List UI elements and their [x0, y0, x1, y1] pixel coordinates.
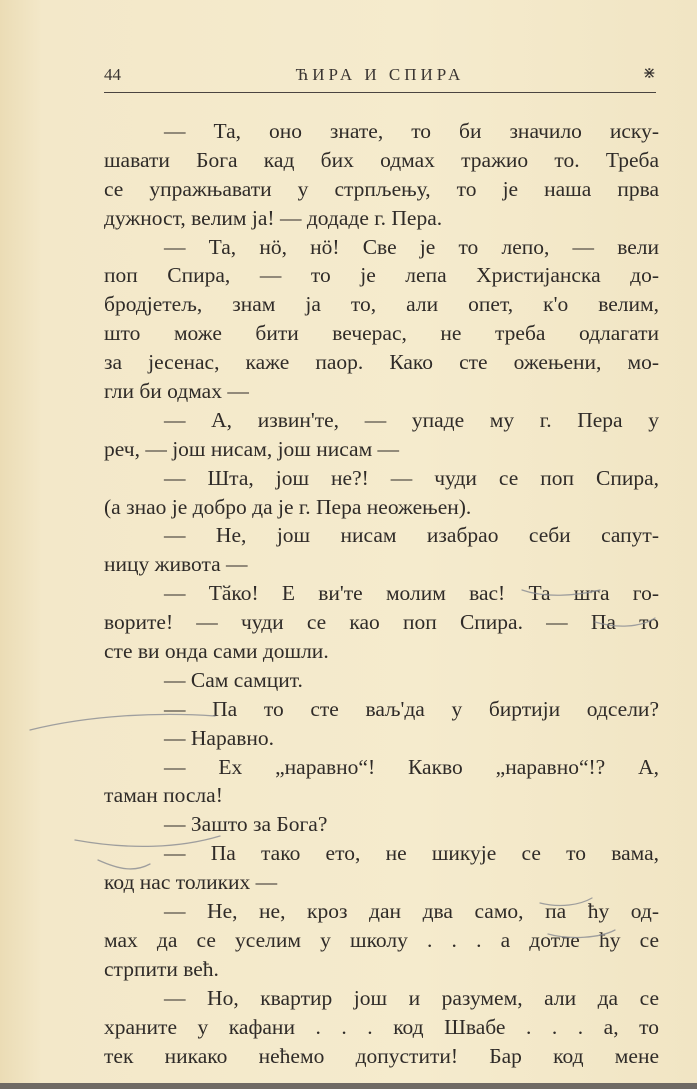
text-line: стрпити већ.: [104, 956, 219, 981]
page-header: [104, 62, 656, 92]
text-line: се упражњавати у стрпљењу, то је наша прва: [104, 176, 659, 201]
text-line: храните у кафани . . . код Швабе . . . а, то: [104, 1014, 659, 1039]
text-line: — Сам самцит.: [164, 667, 303, 692]
text-line: дужност, велим ја! — додаде г. Пера.: [104, 205, 443, 230]
header-rule: [104, 92, 656, 93]
text-line: — Ех „наравно“! Какво „наравно“!? А,: [164, 754, 659, 779]
text-line: — А, извин'те, — упаде му г. Пера у: [164, 407, 659, 432]
text-line: — Шта, још не?! — чуди се поп Спира,: [164, 465, 659, 490]
running-title: ЋИРА И СПИРА: [295, 65, 465, 84]
text-line: — Тӑко! Е ви'те молим вас! Та шта го-: [164, 581, 659, 606]
body-text: [104, 117, 659, 1070]
page-number: 44: [104, 65, 121, 84]
text-line: бродјетељ, знам ја то, али опет, к'о велим,: [104, 292, 659, 317]
text-line: за јесенас, каже паор. Како сте ожењени, мо-: [104, 350, 659, 375]
text-line: (а знао је добро да је г. Пера неожењен).: [104, 494, 472, 519]
ornament-icon: ⋇: [642, 65, 656, 82]
text-line: реч, — још нисам, још нисам —: [104, 436, 400, 461]
text-line: мах да се уселим у школу . . . а дотле ћу се: [104, 927, 659, 952]
text-line: — Па тако ето, не шикује се то вама,: [164, 841, 659, 866]
page-bottom-edge: [0, 1083, 697, 1089]
text-line: ницу живота —: [104, 552, 248, 577]
text-line: сте ви онда сами дошли.: [104, 639, 329, 664]
text-line: гли би одмах —: [104, 379, 249, 404]
text-line: поп Спира, — то је лепа Христијанска до-: [104, 263, 659, 288]
text-line: — Та, нӧ, нӧ! Све је то лепо, — вели: [164, 234, 659, 259]
text-line: тек никако нећемо допустити! Бар код мене: [104, 1043, 659, 1068]
text-line: — Та, оно знате, то би значило иску-: [164, 119, 659, 143]
text-line: таман посла!: [104, 783, 223, 808]
text-line: — Зашто за Бога?: [164, 812, 328, 837]
text-line: — Не, још нисам изабрао себи сапут-: [164, 523, 659, 548]
text-line: — Па то сте ваљ'да у биртији одсели?: [164, 696, 659, 721]
text-line: — Наравно.: [164, 725, 275, 750]
text-line: ворите! — чуди се као поп Спира. — Па то: [104, 610, 659, 635]
text-line: шавати Бога кад бих одмах тражио то. Треба: [104, 147, 659, 172]
text-line: код нас толиких —: [104, 870, 278, 895]
text-line: — Но, квартир још и разумем, али да се: [164, 985, 659, 1010]
text-line: што може бити вечерас, не треба одлагати: [104, 321, 659, 346]
text-line: — Не, не, кроз дан два само, па ћу од-: [164, 899, 659, 924]
